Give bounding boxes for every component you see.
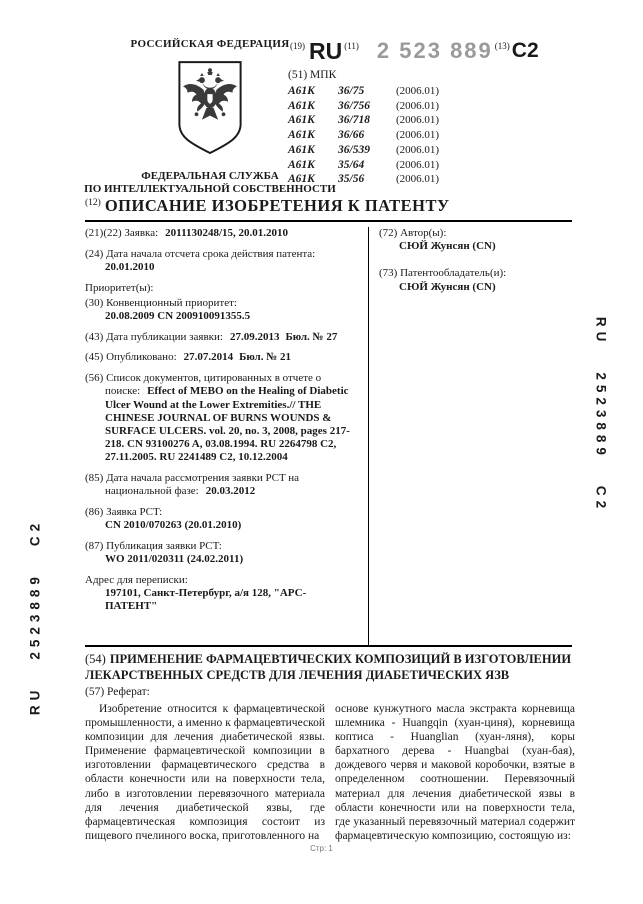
pct-national-date: 20.03.2012	[205, 485, 256, 498]
publication-number: 2 523 889	[376, 38, 493, 63]
horizontal-rule-top	[85, 220, 572, 222]
invention-title: ПРИМЕНЕНИЕ ФАРМАЦЕВТИЧЕСКИХ КОМПОЗИЦИЙ В ИЗГОТОВЛЕНИИ ЛЕКАРСТВЕННЫХ СРЕДСТВ ДЛЯ ЛЕЧЕНИЯ ДИАБЕТИЧЕСКИХ ЯЗВ	[85, 652, 572, 682]
ipc-class: A61K	[288, 173, 315, 186]
holders-value: СЮЙ Жунсян (CN)	[399, 280, 496, 293]
ipc-year: (2006.01)	[396, 99, 440, 112]
double-headed-eagle-icon	[174, 59, 246, 157]
published-date: 27.07.2014	[183, 351, 234, 364]
ipc-year: (2006.01)	[396, 129, 440, 142]
inid-12: (12)	[85, 198, 101, 208]
correspondence-address-entry	[85, 574, 354, 614]
side-code-country: RU	[593, 316, 609, 347]
start-date-entry	[85, 248, 354, 274]
holders-entry	[379, 267, 572, 293]
app-publication-bulletin: Бюл. № 27	[285, 330, 338, 343]
pct-publication-value: WO 2011/020311 (24.02.2011)	[105, 553, 244, 566]
document-kind-title: ОПИСАНИЕ ИЗОБРЕТЕНИЯ К ПАТЕНТУ	[104, 196, 450, 215]
inid-13: (13)	[494, 41, 510, 51]
side-code-right	[594, 304, 609, 526]
application-value: 2011130248/15, 20.01.2010	[165, 227, 289, 239]
pct-national-label: (85) Дата начала рассмотрения заявки PCT на национальной фазе:	[85, 472, 300, 498]
ipc-year: (2006.01)	[396, 173, 440, 186]
cited-documents-label: (56) Список документов, цитированных в отчете о поиске:	[85, 372, 322, 398]
ipc-row	[288, 158, 576, 173]
bibliographic-block	[85, 227, 572, 645]
country-name: РОССИЙСКАЯ ФЕДЕРАЦИЯ	[130, 38, 290, 50]
start-date-label: (24) Дата начала отсчета срока действия патента:	[85, 247, 316, 260]
ipc-row	[288, 113, 576, 128]
agency-line1: ФЕДЕРАЛЬНАЯ СЛУЖБА	[141, 170, 279, 182]
abstract-columns	[85, 702, 575, 843]
conv-priority-label: (30) Конвенционный приоритет:	[85, 296, 237, 309]
page-number: Стр: 1	[310, 844, 333, 853]
ipc-class: A61K	[288, 129, 315, 142]
authors-entry	[379, 227, 572, 253]
abstract-label: (57) Реферат:	[85, 686, 150, 698]
inid-11: (11)	[344, 41, 359, 51]
ipc-subclass: 35/64	[338, 158, 365, 171]
published-label: (45) Опубликовано:	[85, 351, 177, 364]
invention-title-block	[85, 652, 577, 683]
ipc-class: A61K	[288, 143, 315, 156]
ipc-row	[288, 172, 576, 187]
ipc-class: A61K	[288, 114, 315, 127]
ipc-year: (2006.01)	[396, 114, 440, 127]
ipc-subclass: 36/756	[338, 99, 370, 112]
ipc-year: (2006.01)	[396, 85, 440, 97]
inid-54: (54)	[85, 652, 106, 666]
ipc-year: (2006.01)	[396, 158, 440, 171]
application-entry	[85, 227, 354, 240]
conv-priority-entry	[85, 297, 354, 323]
ipc-subclass: 36/66	[338, 129, 365, 142]
ipc-row	[288, 143, 576, 158]
horizontal-rule-bottom	[85, 645, 572, 647]
ipc-year: (2006.01)	[396, 143, 440, 156]
abstract-text-2: основе кунжутного масла экстракта корневища шлемника - Huangqin (хуан-циня), корневища коптиса - Huanglian (хуан-ляня), коры бархатного дерева - Huangbai (хуан-бая), дождевого червя и маковой коробочки, взятые в определенном соотношении. Перевязочный материал для лечения диабетической язвы в области конечности или на поверхности тела, где указанный перевязочный материал содержит фармацевтическую композицию, состоящую из:	[335, 703, 575, 842]
abstract-column-2	[335, 702, 575, 843]
country-code: RU	[309, 38, 343, 64]
ipc-row	[288, 128, 576, 143]
authors-value: СЮЙ Жунсян (CN)	[399, 240, 496, 253]
side-code-country: RU	[27, 685, 43, 716]
ipc-heading: (51) МПК	[288, 69, 337, 81]
document-kind-heading	[85, 196, 585, 216]
header-right	[288, 40, 576, 187]
ipc-row	[288, 84, 576, 99]
pct-application-entry	[85, 506, 354, 532]
agency-line2: ПО ИНТЕЛЛЕКТУАЛЬНОЙ СОБСТВЕННОСТИ	[84, 183, 336, 195]
published-bulletin: Бюл. № 21	[239, 351, 292, 364]
published-entry	[85, 351, 354, 364]
publication-number-line	[288, 40, 576, 62]
kind-code: C2	[511, 39, 539, 62]
abstract-column-1	[85, 702, 325, 843]
pct-national-entry	[85, 472, 354, 498]
biblio-left-column	[85, 227, 368, 645]
app-publication-label: (43) Дата публикации заявки:	[85, 330, 223, 343]
side-code-left	[28, 506, 43, 728]
app-publication-date: 27.09.2013	[229, 330, 280, 343]
holders-label: (73) Патентообладатель(и):	[379, 267, 507, 280]
side-code-number: 2523889	[27, 572, 43, 660]
conv-priority-value: 20.08.2009 CN 200910091355.5	[105, 310, 251, 323]
start-date-value: 20.01.2010	[105, 260, 155, 273]
ipc-code-list	[288, 84, 576, 187]
side-code-kind: C2	[27, 518, 43, 547]
correspondence-address-label: Адрес для переписки:	[85, 573, 188, 586]
ipc-row	[288, 99, 576, 114]
biblio-right-column	[368, 227, 572, 645]
ipc-subclass: 35/56	[338, 173, 365, 186]
ipc-subclass: 36/75	[338, 85, 365, 97]
priority-heading: Приоритет(ы):	[85, 281, 154, 294]
ipc-class: A61K	[288, 85, 315, 97]
ipc-class: A61K	[288, 99, 315, 112]
side-code-kind: C2	[593, 485, 609, 514]
abstract-text-1: Изобретение относится к фармацевтической промышленности, а именно к фармацевтической композиции для лечения диабетической язвы. Применение фармацевтической композиции в изготовлении фармацевтического средства в области конечности или на поверхности тела, либо в изготовлении перевязочного материала для лечения диабетической язвы, где фармацевтическая композиция состоит из пищевого пчелиного воска, приготовленного на	[85, 703, 325, 842]
ipc-subclass: 36/539	[338, 143, 370, 156]
ipc-class: A61K	[288, 158, 315, 171]
cited-documents-entry	[85, 372, 354, 464]
app-publication-entry	[85, 331, 354, 344]
cited-documents-value: Effect of MEBO on the Healing of Diabetic Ulcer Wound at the Lower Extremities.// THE CHINESE JOURNAL OF BURNS WOUNDS & SURFACE ULCERS. vol. 20, no. 3, 2008, pages 217-218. CN 93100276 A, 03.08.1994. RU 2264798 C2, 27.11.2005. RU 2241489 C2, 10.12.2004	[105, 385, 350, 464]
ipc-subclass: 36/718	[338, 114, 370, 127]
inid-19: (19)	[290, 41, 305, 51]
correspondence-address-value: 197101, Санкт-Петербург, а/я 128, "АРС-ПАТЕНТ"	[105, 586, 307, 613]
pct-application-value: CN 2010/070263 (20.01.2010)	[105, 519, 242, 532]
pct-application-label: (86) Заявка PCT:	[85, 505, 163, 518]
pct-publication-entry	[85, 540, 354, 566]
authors-label: (72) Автор(ы):	[379, 227, 447, 239]
side-code-number: 2523889	[593, 372, 609, 460]
application-label: (21)(22) Заявка:	[85, 227, 159, 239]
pct-publication-label: (87) Публикация заявки PCT:	[85, 539, 222, 552]
